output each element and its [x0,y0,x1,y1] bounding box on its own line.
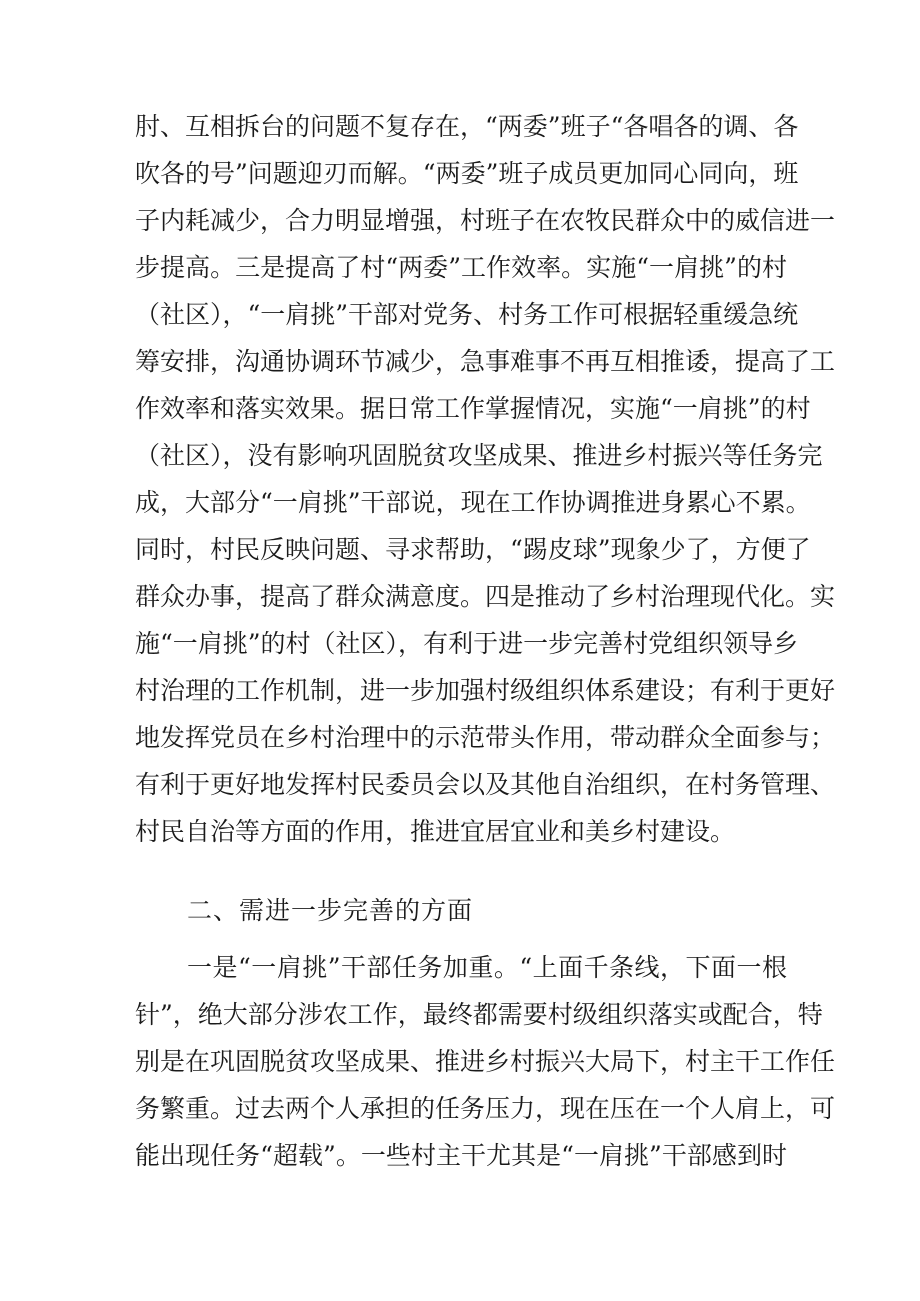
text-line: 群众办事，提高了群众满意度。四是推动了乡村治理现代化。实 [135,582,836,611]
text-line: 筹安排，沟通协调环节减少，急事难事不再互相推诿，提高了工 [135,347,836,376]
text-line: 地发挥党员在乡村治理中的示范带头作用，带动群众全面参与； [135,723,836,752]
text-line: 有利于更好地发挥村民委员会以及其他自治组织，在村务管理、 [135,770,836,799]
text-line: 施“一肩挑”的村（社区），有利于进一步完善村党组织领导乡 [135,629,799,658]
text-line: 成，大部分“一肩挑”干部说，现在工作协调推进身累心不累。 [135,488,811,517]
text-line: 步提高。三是提高了村“两委”工作效率。实施“一肩挑”的村 [135,253,787,282]
section-heading: 二、需进一步完善的方面 [187,896,474,925]
text-line: 肘、互相拆台的问题不复存在，“两委”班子“各唱各的调、各 [135,112,799,141]
text-line: 能出现任务“超载”。一些村主干尤其是“一肩挑”干部感到时 [135,1141,787,1170]
text-line: （社区），没有影响巩固脱贫攻坚成果、推进乡村振兴等任务完 [135,441,823,470]
text-line: 同时，村民反映问题、寻求帮助，“踢皮球”现象少了，方便了 [135,535,811,564]
text-line: 村民自治等方面的作用，推进宜居宜业和美乡村建设。 [135,817,736,846]
text-line: 别是在巩固脱贫攻坚成果、推进乡村振兴大局下，村主干工作任 [135,1047,836,1076]
text-line: 吹各的号”问题迎刃而解。“两委”班子成员更加同心同向，班 [135,159,799,188]
text-line: 作效率和落实效果。据日常工作掌握情况，实施“一肩挑”的村 [135,394,811,423]
text-line: 针”，绝大部分涉农工作，最终都需要村级组织落实或配合，特 [135,1000,823,1029]
text-line: （社区），“一肩挑”干部对党务、村务工作可根据轻重缓急统 [135,300,799,329]
text-line: 村治理的工作机制，进一步加强村级组织体系建设；有利于更好 [135,676,836,705]
text-line: 务繁重。过去两个人承担的任务压力，现在压在一个人肩上，可 [135,1094,836,1123]
text-line: 子内耗减少，合力明显增强，村班子在农牧民群众中的威信进一 [135,206,836,235]
text-line: 一是“一肩挑”干部任务加重。“上面千条线，下面一根 [187,953,787,982]
